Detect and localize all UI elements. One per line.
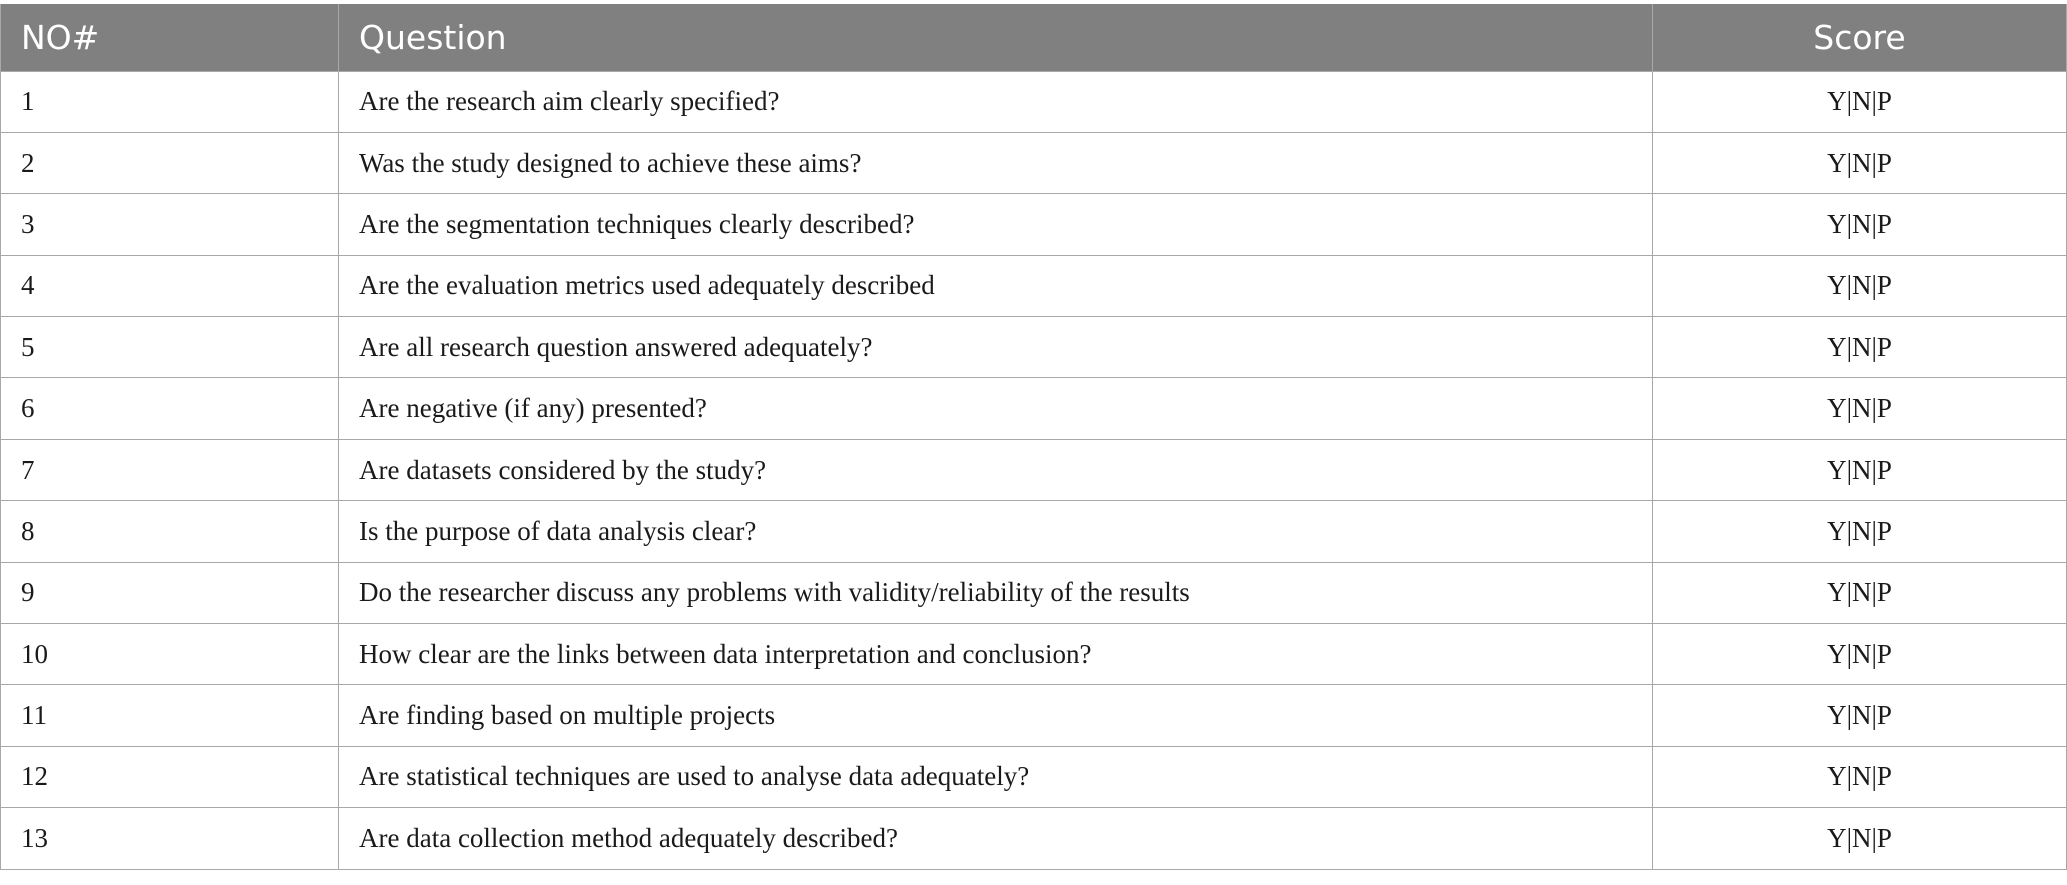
table-row	[1, 501, 2067, 562]
row-number: 6	[1, 378, 339, 439]
row-question: Are negative (if any) presented?	[339, 378, 1653, 439]
row-question: Are the segmentation techniques clearly described?	[339, 194, 1653, 255]
row-number: 12	[1, 746, 339, 807]
header-no: NO#	[1, 4, 339, 71]
row-question: Are data collection method adequately described?	[339, 808, 1653, 869]
row-score: Y|N|P	[1653, 132, 2067, 193]
header-score: Score	[1653, 4, 2067, 71]
row-question: Are statistical techniques are used to analyse data adequately?	[339, 746, 1653, 807]
row-question: Are the research aim clearly specified?	[339, 71, 1653, 132]
row-question: Are finding based on multiple projects	[339, 685, 1653, 746]
row-question: Do the researcher discuss any problems with validity/reliability of the results	[339, 562, 1653, 623]
row-question: Are the evaluation metrics used adequately described	[339, 255, 1653, 316]
table-header	[1, 4, 2067, 71]
quality-assessment-table	[0, 4, 2067, 870]
row-number: 11	[1, 685, 339, 746]
row-question: Are all research question answered adequately?	[339, 317, 1653, 378]
row-number: 13	[1, 808, 339, 869]
row-question: Was the study designed to achieve these aims?	[339, 132, 1653, 193]
table-row	[1, 562, 2067, 623]
row-number: 10	[1, 624, 339, 685]
row-score: Y|N|P	[1653, 808, 2067, 869]
table-row	[1, 808, 2067, 869]
row-number: 8	[1, 501, 339, 562]
row-score: Y|N|P	[1653, 685, 2067, 746]
row-number: 7	[1, 439, 339, 500]
header-question: Question	[339, 4, 1653, 71]
row-score: Y|N|P	[1653, 624, 2067, 685]
table-body	[1, 71, 2067, 869]
row-question: Are datasets considered by the study?	[339, 439, 1653, 500]
table-row	[1, 624, 2067, 685]
row-number: 4	[1, 255, 339, 316]
table-row	[1, 194, 2067, 255]
row-number: 9	[1, 562, 339, 623]
row-question: Is the purpose of data analysis clear?	[339, 501, 1653, 562]
row-score: Y|N|P	[1653, 439, 2067, 500]
row-number: 3	[1, 194, 339, 255]
row-score: Y|N|P	[1653, 562, 2067, 623]
row-score: Y|N|P	[1653, 255, 2067, 316]
row-number: 2	[1, 132, 339, 193]
header-row	[1, 4, 2067, 71]
table-row	[1, 71, 2067, 132]
row-score: Y|N|P	[1653, 317, 2067, 378]
table-row	[1, 746, 2067, 807]
table-row	[1, 378, 2067, 439]
table-row	[1, 439, 2067, 500]
row-score: Y|N|P	[1653, 71, 2067, 132]
row-number: 1	[1, 71, 339, 132]
quality-assessment-table-container	[0, 4, 2067, 870]
table-row	[1, 255, 2067, 316]
row-number: 5	[1, 317, 339, 378]
row-score: Y|N|P	[1653, 378, 2067, 439]
row-score: Y|N|P	[1653, 746, 2067, 807]
table-row	[1, 317, 2067, 378]
row-score: Y|N|P	[1653, 501, 2067, 562]
row-score: Y|N|P	[1653, 194, 2067, 255]
table-row	[1, 132, 2067, 193]
row-question: How clear are the links between data interpretation and conclusion?	[339, 624, 1653, 685]
table-row	[1, 685, 2067, 746]
